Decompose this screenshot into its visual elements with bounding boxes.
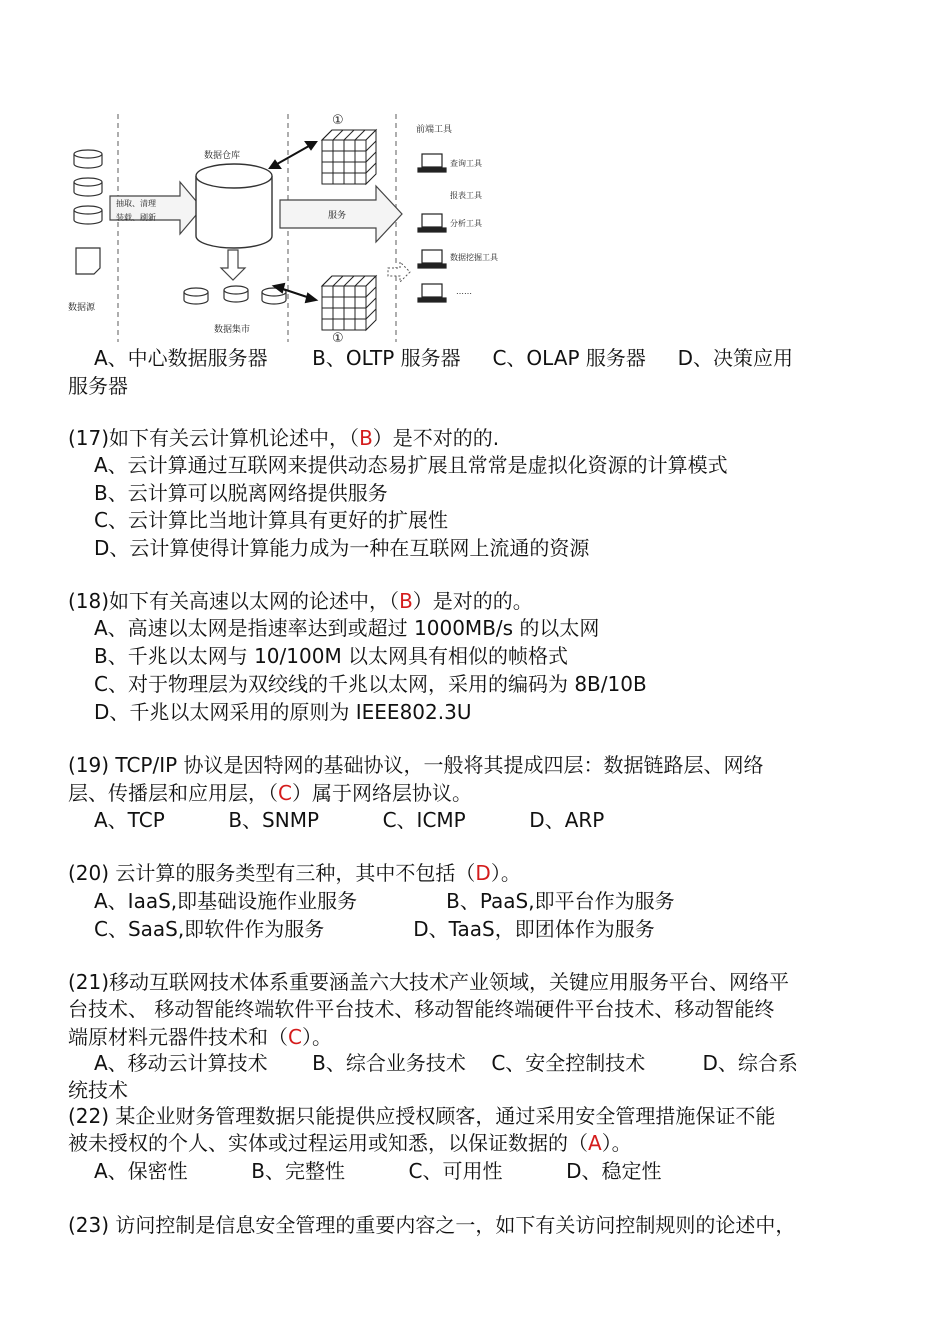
etl-label-2: 装载、刷新: [116, 213, 156, 222]
q20-options-line2: C、SaaS,即软件作为服务 D、TaaS，即团体作为服务: [94, 917, 655, 941]
etl-arrow-icon: [110, 182, 202, 234]
service-label: 服务: [328, 211, 347, 221]
q18-answer: B: [399, 589, 413, 613]
warehouse-label: 数据仓库: [204, 151, 241, 161]
q18-option-b: B、千兆以太网与 10/100M 以太网具有相似的帧格式: [94, 644, 569, 668]
q18-option-a: A、高速以太网是指速率达到或超过 1000MB/s 的以太网: [94, 616, 600, 640]
tool-more-label: ……: [456, 287, 472, 296]
q18-option-c: C、对于物理层为双绞线的千兆以太网，采用的编码为 8B/10B: [94, 672, 647, 696]
dashed-arrow-icon: [388, 262, 410, 282]
q21-stem-line1: (21)移动互联网技术体系重要涵盖六大技术产业领域，关键应用服务平台、网络平: [68, 970, 790, 994]
q23-stem-line1: (23) 访问控制是信息安全管理的重要内容之一，如下有关访问控制规则的论述中，: [68, 1213, 796, 1237]
q16-options-cont: 服务器: [68, 374, 128, 398]
q17-option-c: C、云计算比当地计算具有更好的扩展性: [94, 508, 448, 532]
q17-option-b: B、云计算可以脱离网络提供服务: [94, 481, 388, 505]
q19-options: A、TCP B、SNMP C、ICMP D、ARP: [94, 808, 605, 832]
q22-options: A、保密性 B、完整性 C、可用性 D、稳定性: [94, 1159, 662, 1183]
q21-answer: C: [288, 1025, 302, 1049]
tool-mining-label: 数据挖掘工具: [450, 253, 498, 262]
q20-stem: (20) 云计算的服务类型有三种，其中不包括（D）。: [68, 861, 521, 885]
computer-icons: [418, 154, 446, 302]
down-arrow-icon: [221, 250, 245, 280]
q17-option-d: D、云计算使得计算能力成为一种在互联网上流通的资源: [94, 536, 590, 560]
olap-cube-bottom-icon: [322, 276, 376, 330]
q18-option-d: D、千兆以太网采用的原则为 IEEE802.3U: [94, 700, 472, 724]
warehouse-cylinder-icon: [196, 164, 272, 248]
marker-bottom: ①: [332, 331, 344, 346]
q17-answer: B: [359, 426, 373, 450]
q17-stem: (17)如下有关云计算机论述中，（B）是不对的的.: [68, 426, 500, 450]
q19-stem-line2: 层、传播层和应用层，（C）属于网络层协议。: [68, 781, 472, 805]
data-mart-icons: [184, 286, 286, 304]
q22-stem-line1: (22) 某企业财务管理数据只能提供应授权顾客，通过采用安全管理措施保证不能: [68, 1104, 776, 1128]
tool-report-label: 报表工具: [450, 191, 482, 200]
q22-stem-line2: 被未授权的个人、实体或过程运用或知悉，以保证数据的（A）。: [68, 1131, 632, 1155]
q19-answer: C: [278, 781, 292, 805]
q21-options: A、移动云计算技术 B、综合业务技术 C、安全控制技术 D、综合系: [94, 1051, 798, 1075]
data-source-label: 数据源: [68, 303, 96, 313]
data-mart-label: 数据集市: [214, 325, 251, 335]
tool-query-label: 查询工具: [450, 159, 482, 168]
olap-cube-top-icon: [322, 130, 376, 184]
q18-stem: (18)如下有关高速以太网的论述中，（B）是对的的。: [68, 589, 533, 613]
q16-options: A、中心数据服务器 B、OLTP 服务器 C、OLAP 服务器 D、决策应用: [94, 346, 794, 370]
q20-answer: D: [475, 861, 491, 885]
data-source-icons: [74, 150, 102, 274]
etl-label-1: 抽取、清理: [116, 199, 156, 208]
q19-stem-line1: (19) TCP/IP 协议是因特网的基础协议，一般将其提成四层：数据链路层、网络: [68, 753, 764, 777]
q21-stem-line3: 端原材料元器件技术和（C）。: [68, 1025, 332, 1049]
q21-stem-line2: 台技术、 移动智能终端软件平台技术、移动智能终端硬件平台技术、移动智能终: [68, 997, 775, 1021]
q17-option-a: A、云计算通过互联网来提供动态易扩展且常常是虚拟化资源的计算模式: [94, 453, 728, 477]
marker-top: ①: [332, 113, 344, 128]
frontend-label: 前端工具: [416, 125, 453, 135]
q22-answer: A: [588, 1131, 602, 1155]
q21-options-cont: 统技术: [68, 1078, 128, 1102]
q20-options-line1: A、IaaS,即基础设施作业服务 B、PaaS,即平台作为服务: [94, 889, 675, 913]
tool-analysis-label: 分析工具: [450, 219, 482, 228]
data-warehouse-diagram: [66, 110, 538, 346]
